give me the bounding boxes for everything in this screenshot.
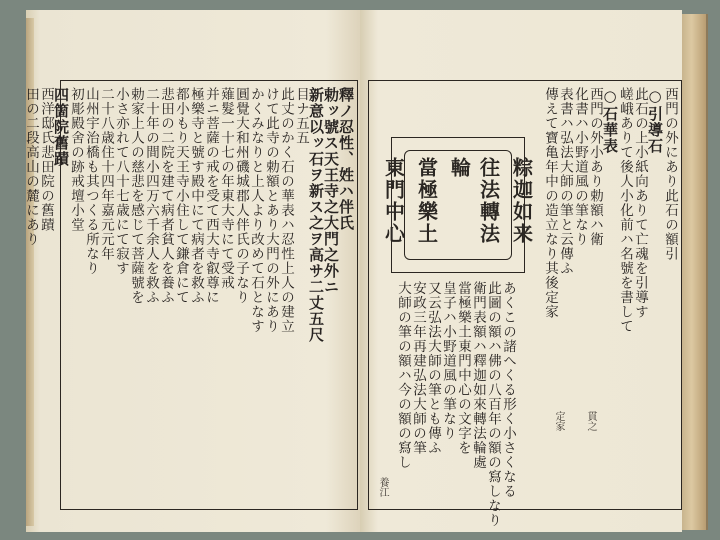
text-column: 當極樂土東門中心の文字を — [455, 281, 471, 455]
text-column: 衛門表額ハ釋迦如來轉法輪處 — [470, 281, 486, 470]
right-page-frame — [368, 80, 682, 528]
text-column: けて此寺の勅額とあり大門の外にあり — [263, 87, 279, 334]
signature-teika: 定家 — [553, 411, 564, 431]
text-column: 又云弘法大師の筆とも傳ふ — [425, 281, 441, 455]
text-column: 并ニ菩薩の戒を受て西大寺叡尊に — [203, 87, 219, 305]
text-column: 新意以ッ石ヲ新ス之ヲ高サ二丈五尺 — [307, 87, 325, 343]
left-page-frame — [23, 80, 358, 510]
inscription-line: 粽迦如来 — [509, 157, 534, 245]
text-column: 小さ亦れて八十七歳にて寂す — [113, 87, 129, 276]
text-column: 安政三年再建弘法大師の筆 — [410, 281, 426, 455]
inscription-line: 往法轉法輪 — [447, 157, 501, 245]
right-page — [360, 10, 682, 532]
text-column: 初彫殿舍の跡戒壇小堂 — [68, 87, 84, 232]
text-column: 四箇院舊蹟 — [52, 87, 70, 167]
text-column: 薙髮一十七の年東大寺にて受戒 — [218, 87, 234, 290]
text-column: 都小もり天王寺小住して鎌倉にて — [173, 87, 189, 305]
left-text-columns — [23, 87, 355, 503]
text-column: かくみなりと上人より改めて石となす — [248, 87, 264, 334]
text-column: 此圖の額ハ佛の八百年の額の寫しなり — [485, 281, 501, 528]
left-page — [23, 10, 360, 532]
text-column: 西門の外小あり勅額ハ衛 — [587, 87, 603, 247]
text-column: 表書ハ弘法大師の筆と云傳ふ — [557, 87, 573, 276]
right-lower-text-columns — [373, 281, 516, 528]
right-text-columns — [529, 87, 677, 503]
text-column: 釋ノ忍性、姓ハ伴氏 — [337, 87, 355, 231]
text-column: 此石の上小紙向ありて亡魂を引導す — [632, 87, 648, 319]
inscription-plaque — [381, 137, 534, 273]
signature-note: 養江 — [377, 477, 388, 497]
text-column: 化書ハ小野道風の筆なり — [572, 87, 588, 247]
text-column: 嵯峨ありて後人小化前ハ名號を書して — [617, 87, 633, 334]
signature-tsurayuki: 貫之 — [585, 411, 596, 431]
inscription-text — [381, 150, 534, 260]
inscription-line: 當極樂土 — [414, 157, 439, 245]
text-column: 二十八歳住十四年嘉元元年 — [98, 87, 114, 261]
text-column: あくこの諸へくる形く小さくなる — [500, 281, 516, 499]
inscription-line: 東門中心 — [381, 157, 406, 245]
text-column: ○石華表 — [601, 87, 619, 154]
text-column: 目ナ五五 — [293, 87, 309, 145]
text-column: 勅家上人の慈悲を感じて菩薩號を — [128, 87, 144, 305]
text-column: 西洋邸氏悲田院の舊蹟 — [38, 87, 54, 232]
text-column: 圓覺大和州磯城郡人伴氏の子なり — [233, 87, 249, 305]
text-column: 傳えて寶亀年中の造立なり其後定家 — [542, 87, 558, 319]
text-column: 皇子ハ小野道風の筆なり — [440, 281, 456, 441]
text-column: 二十年の間小四万六千余人を救ふ — [143, 87, 159, 305]
text-column: 西門の外にあり此石の額引 — [662, 87, 678, 261]
text-column: ○引導石 — [646, 87, 664, 154]
page-stack-edge — [682, 14, 708, 530]
text-column: 悲田の二院を建て病者貧人を養ふ — [158, 87, 174, 305]
text-column: 勅ッ號ス天王寺之大門之外ニ — [322, 87, 340, 295]
text-column: 此丈のかく石の華表ハ忍性上人の建立 — [278, 87, 294, 334]
text-column: 極樂寺と號す殿中にて病者を救ふ — [188, 87, 204, 305]
open-book — [23, 10, 706, 532]
text-column: 大師の筆の額ハ今の額の寫し — [395, 281, 411, 470]
text-column: 田の二段高山の麓にあり — [23, 87, 39, 247]
text-column: 山州宇治橋も其つくる所なり — [83, 87, 99, 276]
